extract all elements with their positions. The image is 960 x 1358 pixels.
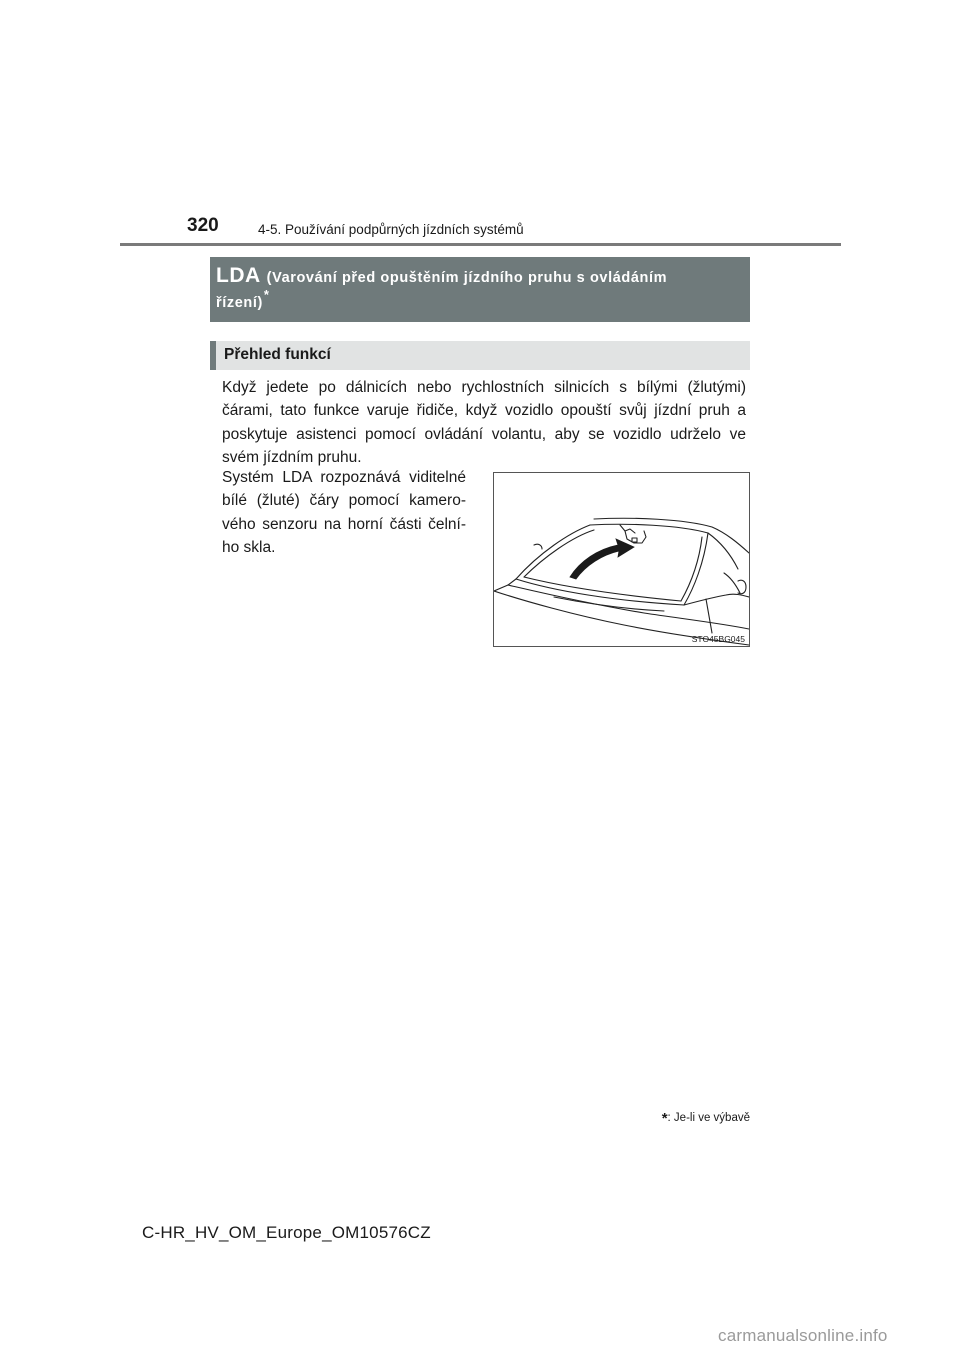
footnote-star-icon: * (661, 1110, 668, 1127)
footnote-text: : Je-li ve výbavě (667, 1112, 750, 1124)
footnote (630, 1110, 750, 1127)
section-title-line1 (216, 264, 667, 288)
document-code: C-HR_HV_OM_Europe_OM10576CZ (142, 1223, 431, 1242)
page-number: 320 (187, 215, 219, 236)
subsection-header (210, 341, 750, 370)
section-title-sub-continued: řízení) (216, 295, 263, 311)
subsection-title: Přehled funkcí (224, 346, 331, 363)
section-title-line2 (216, 287, 270, 311)
arrow-icon (570, 539, 634, 579)
figure-code: STO45BG045 (691, 634, 745, 644)
car-windshield-drawing (494, 473, 749, 646)
windshield-camera-illustration (493, 472, 750, 647)
section-title-block (210, 257, 750, 322)
section-title-main: LDA (216, 264, 261, 287)
optional-equipment-star-icon: * (263, 287, 270, 302)
section-title-sub: (Varování před opuštěním jízdního pruhu s ovládáním (266, 270, 668, 286)
intro-paragraph: Když jedete po dálnicích nebo rychlostních silnicích s bílými (žlutými) čárami, tato funkce varuje řidiče, když vozidlo opouští svůj jízdní pruh a poskytuje asistenci pomocí ovládání volantu, aby se vozidlo udrželo ve svém jízdním pruhu. (222, 379, 746, 466)
watermark-link[interactable]: carmanualsonline.info (718, 1326, 888, 1345)
section-path: 4-5. Používání podpůrných jízdních systémů (258, 222, 524, 237)
subsection-marker (210, 341, 216, 370)
header-divider (120, 243, 841, 246)
lda-description-paragraph: Systém LDA rozpoznává viditelné bílé (žluté) čáry pomocí kamero-vého senzoru na horní části čelní-ho skla. (222, 469, 466, 556)
